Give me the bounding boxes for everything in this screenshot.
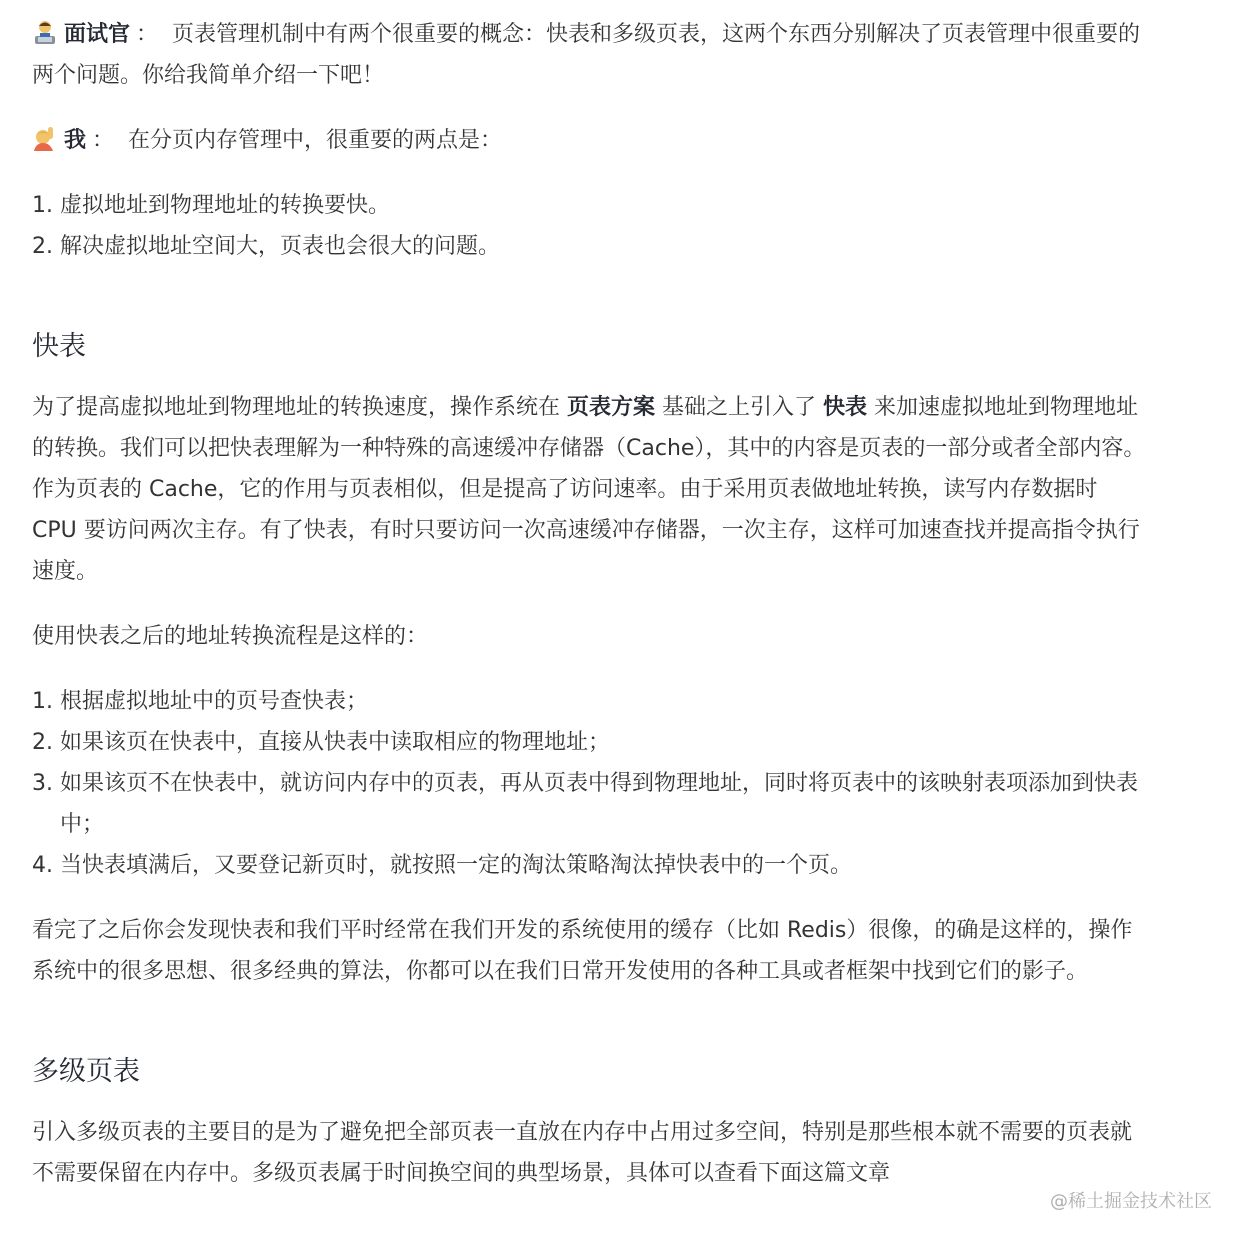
me-colon: ： — [92, 128, 115, 153]
tlb-heading: 快表 — [32, 331, 86, 362]
tlb-bold: 快表 — [823, 395, 868, 420]
list-item: 2. 如果该页在快表中，直接从快表中读取相应的物理地址； — [60, 722, 1147, 763]
interviewer-question — [32, 14, 1147, 96]
page-table-scheme-bold: 页表方案 — [567, 395, 656, 420]
my-answer — [32, 120, 1147, 161]
tlb-text-part1: 为了提高虚拟地址到物理地址的转换速度，操作系统在 — [32, 395, 567, 420]
interviewer-label: 面试官 — [64, 22, 131, 47]
tlb-paragraph — [32, 387, 1147, 592]
raising-hand-emoji-icon — [32, 124, 58, 150]
list-item: 1. 虚拟地址到物理地址的转换要快。 — [60, 185, 1147, 226]
list-item: 3. 如果该页不在快表中，就访问内存中的页表，再从页表中得到物理地址，同时将页表中的该映射表项添加到快表中； — [60, 763, 1147, 845]
list-item: 1. 根据虚拟地址中的页号查快表； — [60, 681, 1147, 722]
juejin-watermark: @稀土掘金技术社区 — [1050, 1191, 1212, 1212]
technologist-emoji-icon — [32, 18, 58, 44]
tlb-text-part2: 基础之上引入了 — [655, 395, 824, 420]
interviewer-text: 页表管理机制中有两个很重要的概念：快表和多级页表，这两个东西分别解决了页表管理中很重要的两个问题。你给我简单介绍一下吧！ — [32, 22, 1141, 88]
tlb-conclusion: 看完了之后你会发现快表和我们平时经常在我们开发的系统使用的缓存（比如 Redis）很像，的确是这样的，操作系统中的很多思想、很多经典的算法，你都可以在我们日常开发使用的各种工具或者框架中找到它们的影子。 — [32, 918, 1133, 984]
tlb-steps-list — [32, 681, 1147, 886]
tlb-flow-intro: 使用快表之后的地址转换流程是这样的： — [32, 624, 429, 649]
multilevel-paragraph: 引入多级页表的主要目的是为了避免把全部页表一直放在内存中占用过多空间，特别是那些根本就不需要的页表就不需要保留在内存中。多级页表属于时间换空间的典型场景，具体可以查看下面这篇文章 — [32, 1120, 1133, 1186]
key-points-list — [32, 185, 1147, 267]
tlb-text-part3: 来加速虚拟地址到物理地址的转换。我们可以把快表理解为一种特殊的高速缓冲存储器（Cache），其中的内容是页表的一部分或者全部内容。作为页表的 Cache，它的作用与页表相似，但是提高了访问速率。由于采用页表做地址转换，读写内存数据时 CPU 要访问两次主存。有了快表，有时只要访问一次高速缓冲存储器，一次主存，这样可加速查找并提高指令执行速度。 — [32, 395, 1146, 584]
me-text: 在分页内存管理中，很重要的两点是： — [128, 128, 503, 153]
article-body — [32, 14, 1147, 1218]
list-item: 2. 解决虚拟地址空间大，页表也会很大的问题。 — [60, 226, 1147, 267]
list-item: 4. 当快表填满后，又要登记新页时，就按照一定的淘汰策略淘汰掉快表中的一个页。 — [60, 845, 1147, 886]
interviewer-colon: ： — [136, 22, 159, 47]
multilevel-heading: 多级页表 — [32, 1056, 140, 1087]
me-label: 我 — [64, 128, 87, 153]
